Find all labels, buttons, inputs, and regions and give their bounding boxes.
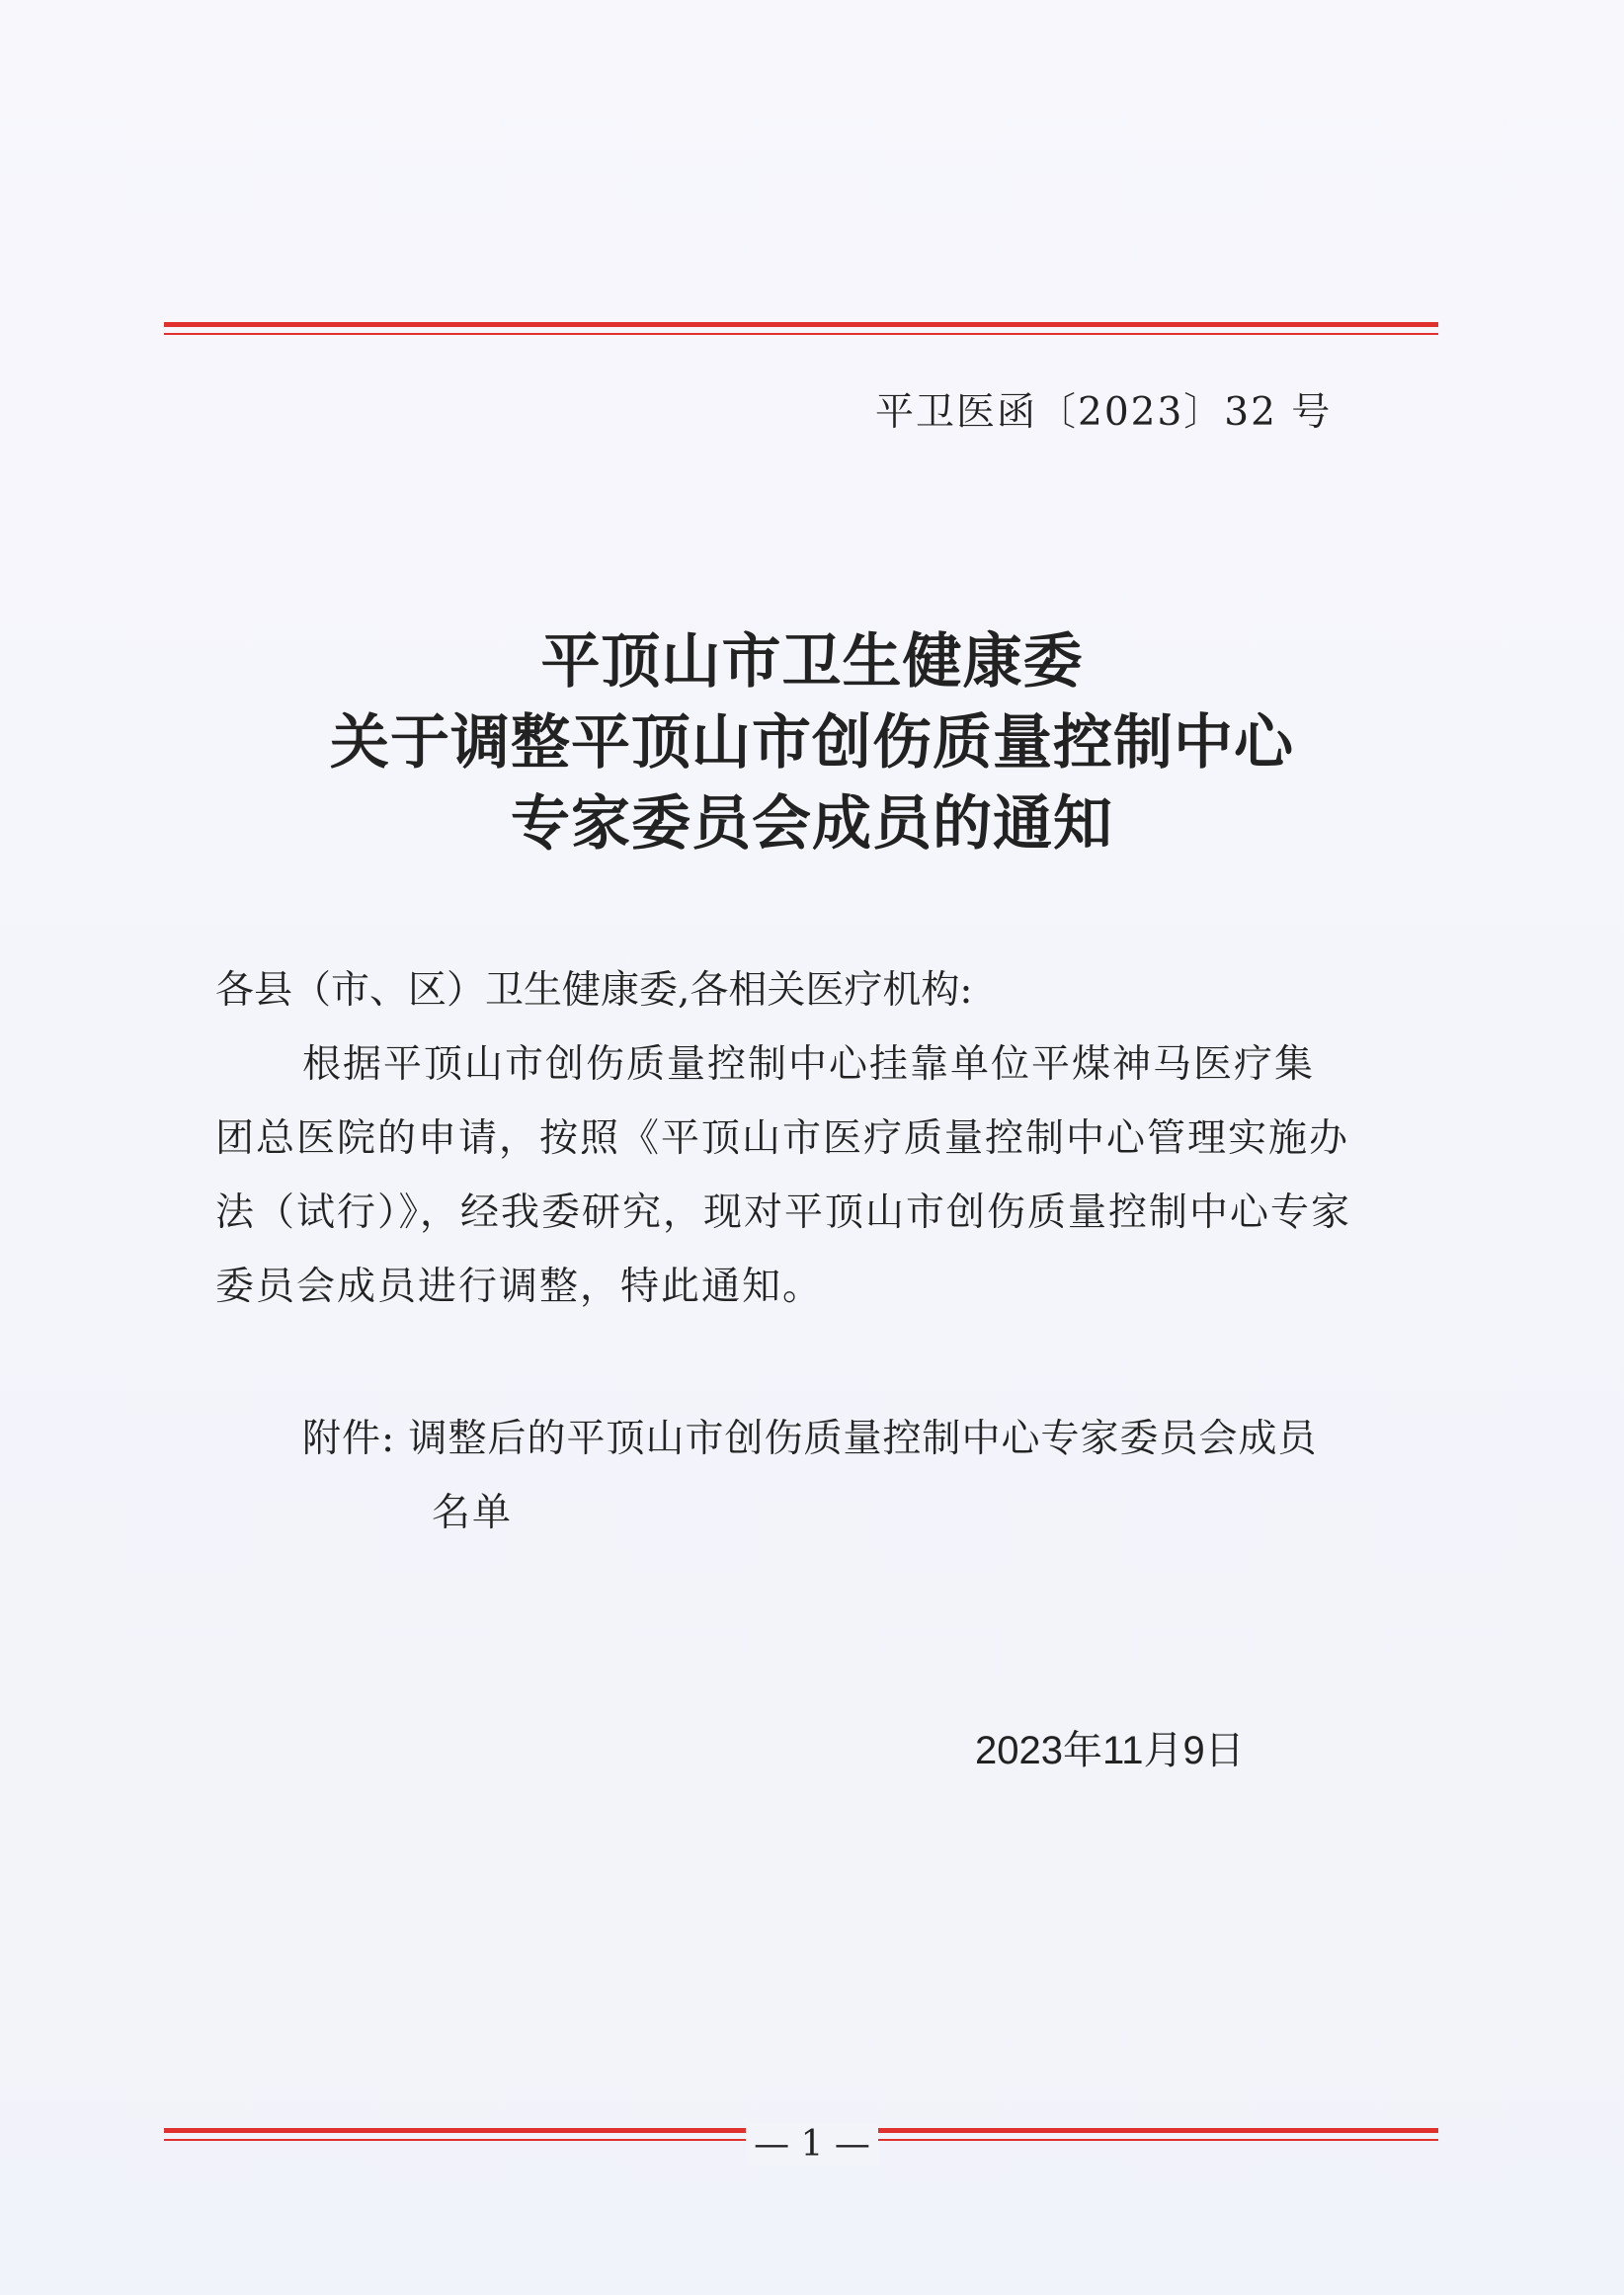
issue-date: 2023年11月9日 bbox=[975, 1729, 1245, 1772]
page-number-text: — 1 — bbox=[746, 2124, 878, 2165]
document-number: 平卫医函〔2023〕32 号 bbox=[875, 390, 1333, 435]
attachment-line: 附件: 调整后的平顶山市创伤质量控制中心专家委员会成员 bbox=[302, 1417, 1318, 1461]
header-red-rule-bottom bbox=[164, 333, 1438, 335]
paragraph-line: 根据平顶山市创伤质量控制中心挂靠单位平煤神马医疗集 bbox=[302, 1042, 1316, 1087]
attachment-line-continued: 名单 bbox=[432, 1491, 514, 1535]
paragraph-line: 委员会成员进行调整，特此通知。 bbox=[215, 1265, 824, 1309]
paragraph-line: 团总医院的申请，按照《平顶山市医疗质量控制中心管理实施办 bbox=[215, 1116, 1350, 1161]
title-line-2: 关于调整平顶山市创伤质量控制中心 bbox=[330, 708, 1294, 778]
title-line-1: 平顶山市卫生健康委 bbox=[540, 627, 1084, 697]
page-number bbox=[0, 2124, 1624, 2165]
salutation: 各县（市、区）卫生健康委,各相关医疗机构: bbox=[215, 968, 973, 1013]
paragraph-line: 法（试行）》，经我委研究，现对平顶山市创伤质量控制中心专家 bbox=[215, 1190, 1352, 1235]
header-red-rule-top bbox=[164, 322, 1438, 327]
title-line-3: 专家委员会成员的通知 bbox=[511, 789, 1113, 859]
